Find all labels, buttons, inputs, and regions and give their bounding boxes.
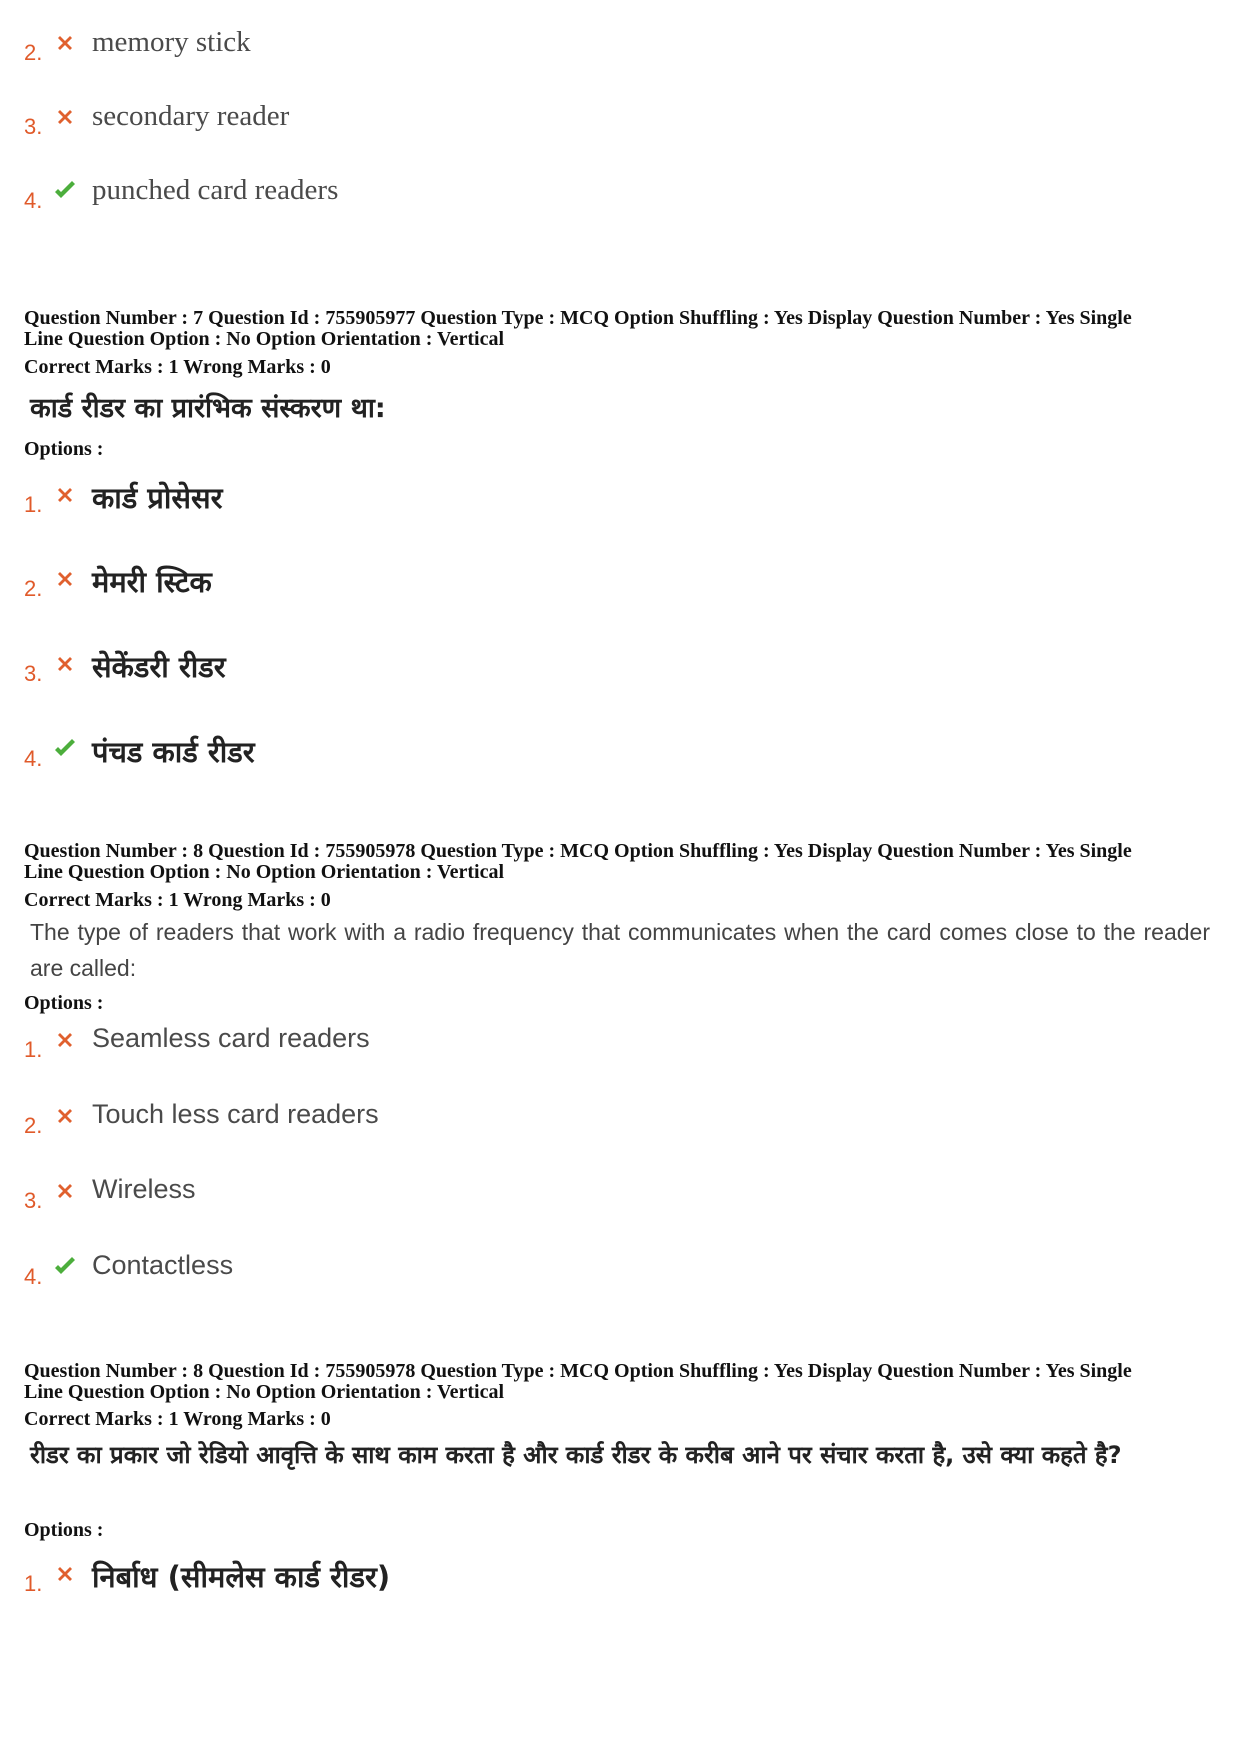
option-text: Touch less card readers [92, 1099, 379, 1129]
cross-icon [52, 1027, 78, 1053]
cross-icon [52, 1103, 78, 1129]
option-number: 2. [24, 40, 43, 65]
option-text: secondary reader [92, 100, 290, 132]
option-number: 2. [24, 576, 43, 601]
cross-icon [52, 566, 78, 592]
question-meta-line: Question Number : 8 Question Id : 755905978 Question Type : MCQ Option Shuffling : Yes Display Question Number : Yes Single [24, 1360, 1132, 1382]
question-meta [24, 841, 1219, 883]
option-row [24, 478, 1204, 518]
question-meta-line: Question Number : 8 Question Id : 755905978 Question Type : MCQ Option Shuffling : Yes Display Question Number : Yes Single [24, 840, 1132, 862]
option-number: 1. [24, 1037, 43, 1062]
option-number: 1. [24, 492, 43, 517]
marks-info: Correct Marks : 1 Wrong Marks : 0 [24, 1408, 331, 1430]
check-icon [52, 736, 78, 762]
option-number: 2. [24, 1113, 43, 1138]
option-text: Seamless card readers [92, 1023, 370, 1053]
option-row [24, 562, 1204, 602]
option-text: Contactless [92, 1250, 234, 1280]
option-number: 3. [24, 661, 43, 686]
options-label: Options : [24, 992, 104, 1014]
option-row [24, 1099, 1204, 1139]
option-text: पंचड कार्ड रीडर [92, 735, 255, 769]
option-text: memory stick [92, 26, 251, 58]
cross-icon [52, 1178, 78, 1204]
check-icon [52, 178, 78, 204]
question-text: कार्ड रीडर का प्रारंभिक संस्करण था: [30, 393, 386, 424]
cross-icon [52, 482, 78, 508]
check-icon [52, 1254, 78, 1280]
question-text: The type of readers that work with a radio frequency that communicates when the card comes close to the reader are called: [30, 919, 1210, 981]
option-text: मेमरी स्टिक [92, 565, 212, 599]
option-row [24, 647, 1204, 687]
option-row [24, 1023, 1204, 1063]
option-row [24, 26, 1204, 66]
question-meta [24, 1361, 1219, 1403]
marks-info: Correct Marks : 1 Wrong Marks : 0 [24, 889, 331, 911]
option-number: 1. [24, 1571, 43, 1596]
question-meta-line: Line Question Option : No Option Orientation : Vertical [24, 328, 505, 350]
option-row [24, 100, 1204, 140]
cross-icon [52, 30, 78, 56]
option-number: 4. [24, 1264, 43, 1289]
marks-info: Correct Marks : 1 Wrong Marks : 0 [24, 356, 331, 378]
option-row [24, 1174, 1204, 1214]
option-text: कार्ड प्रोसेसर [92, 481, 223, 515]
cross-icon [52, 104, 78, 130]
cross-icon [52, 1561, 78, 1587]
option-number: 3. [24, 1188, 43, 1213]
option-number: 4. [24, 188, 43, 213]
question-text: रीडर का प्रकार जो रेडियो आवृत्ति के साथ काम करता है और कार्ड रीडर के करीब आने पर संचार करता है, उसे क्या कहते है? [30, 1441, 1122, 1469]
question-meta [24, 308, 1219, 350]
options-label: Options : [24, 438, 104, 460]
options-label: Options : [24, 1519, 104, 1541]
question-meta-line: Line Question Option : No Option Orientation : Vertical [24, 861, 505, 883]
cross-icon [52, 651, 78, 677]
option-text: सेकेंडरी रीडर [92, 650, 226, 684]
question-meta-line: Question Number : 7 Question Id : 755905977 Question Type : MCQ Option Shuffling : Yes Display Question Number : Yes Single [24, 307, 1132, 329]
option-row [24, 1250, 1204, 1290]
option-number: 3. [24, 114, 43, 139]
question-meta-line: Line Question Option : No Option Orientation : Vertical [24, 1381, 505, 1403]
option-row [24, 174, 1204, 214]
option-text: punched card readers [92, 174, 339, 206]
option-row [24, 732, 1204, 772]
option-row [24, 1557, 1204, 1597]
option-number: 4. [24, 746, 43, 771]
option-text: Wireless [92, 1174, 196, 1204]
option-text: निर्बाध (सीमलेस कार्ड रीडर) [92, 1560, 391, 1594]
